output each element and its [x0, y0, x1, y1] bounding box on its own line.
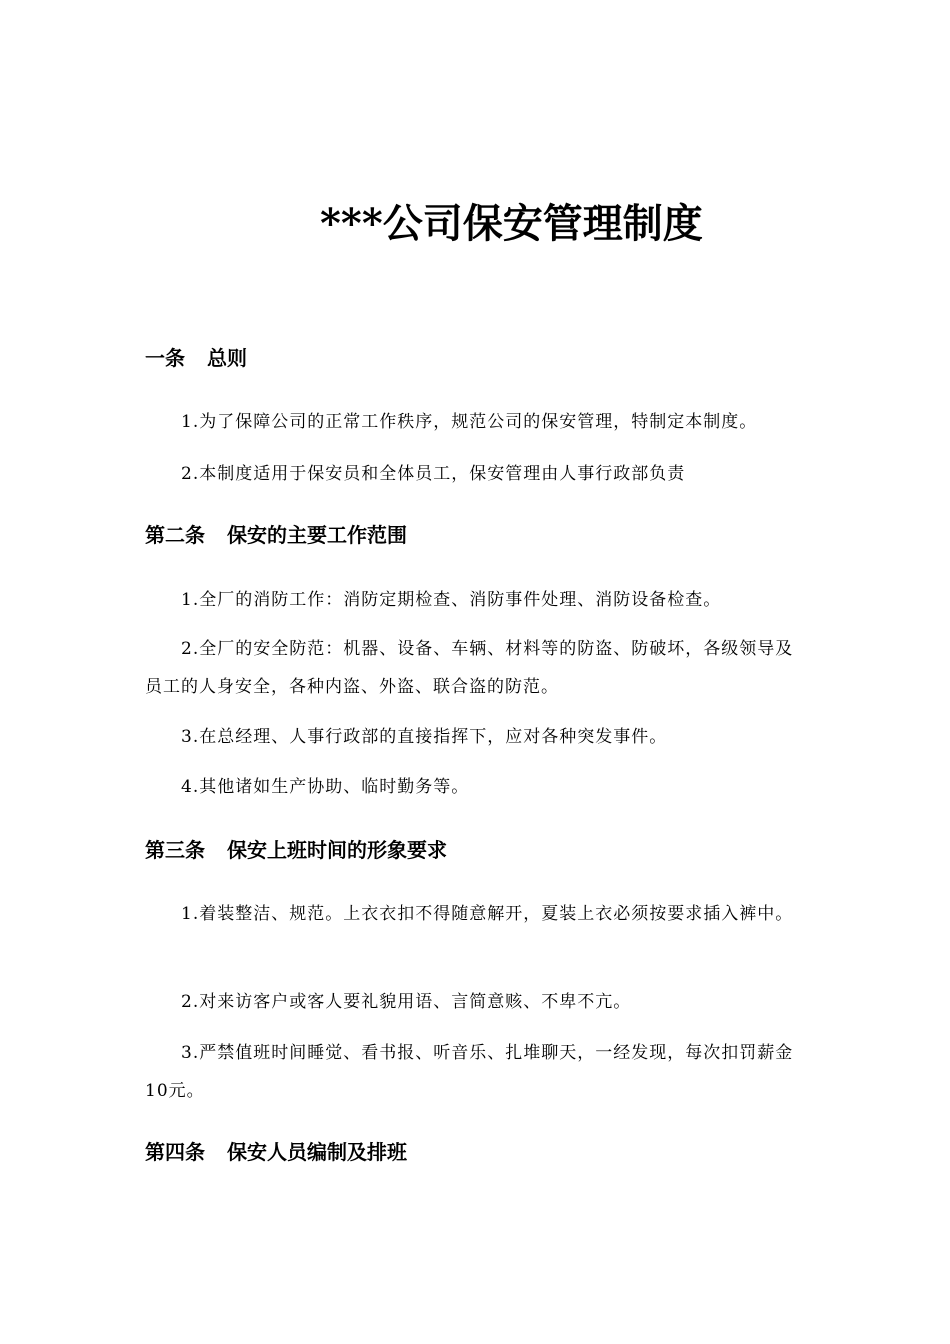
- section-title: 保安的主要工作范围: [227, 523, 407, 547]
- section-number: 第二条: [145, 523, 205, 547]
- section-heading-3: [145, 836, 447, 864]
- section-heading-2: [145, 521, 407, 549]
- paragraph: 2.对来访客户或客人要礼貌用语、言简意赅、不卑不亢。: [181, 992, 632, 1012]
- paragraph: 1.着装整洁、规范。上衣衣扣不得随意解开，夏装上衣必须按要求插入裤中。: [181, 904, 794, 924]
- paragraph: 2.全厂的安全防范：机器、设备、车辆、材料等的防盗、防破坏，各级领导及员工的人身安全，各种内盗、外盗、联合盗的防范。: [145, 639, 794, 697]
- paragraph: 4.其他诸如生产协助、临时勤务等。: [181, 777, 470, 797]
- section-title: 保安上班时间的形象要求: [227, 838, 447, 862]
- section-heading-4: [145, 1138, 407, 1166]
- paragraph: 3.在总经理、人事行政部的直接指挥下，应对各种突发事件。: [181, 727, 668, 747]
- section-number: 第四条: [145, 1140, 205, 1164]
- section-number: 一条: [145, 346, 185, 370]
- paragraph: 2.本制度适用于保安员和全体员工，保安管理由人事行政部负责: [181, 464, 686, 484]
- paragraph: 1.为了保障公司的正常工作秩序，规范公司的保安管理，特制定本制度。: [181, 412, 758, 432]
- section-number: 第三条: [145, 838, 205, 862]
- section-title: 保安人员编制及排班: [227, 1140, 407, 1164]
- paragraph: 1.全厂的消防工作：消防定期检查、消防事件处理、消防设备检查。: [181, 590, 722, 610]
- document-title: ***公司保安管理制度: [320, 200, 703, 247]
- section-heading-1: [145, 344, 247, 372]
- paragraph: 3.严禁值班时间睡觉、看书报、听音乐、扎堆聊天，一经发现，每次扣罚薪金10元。: [145, 1043, 794, 1101]
- section-title: 总则: [207, 346, 247, 370]
